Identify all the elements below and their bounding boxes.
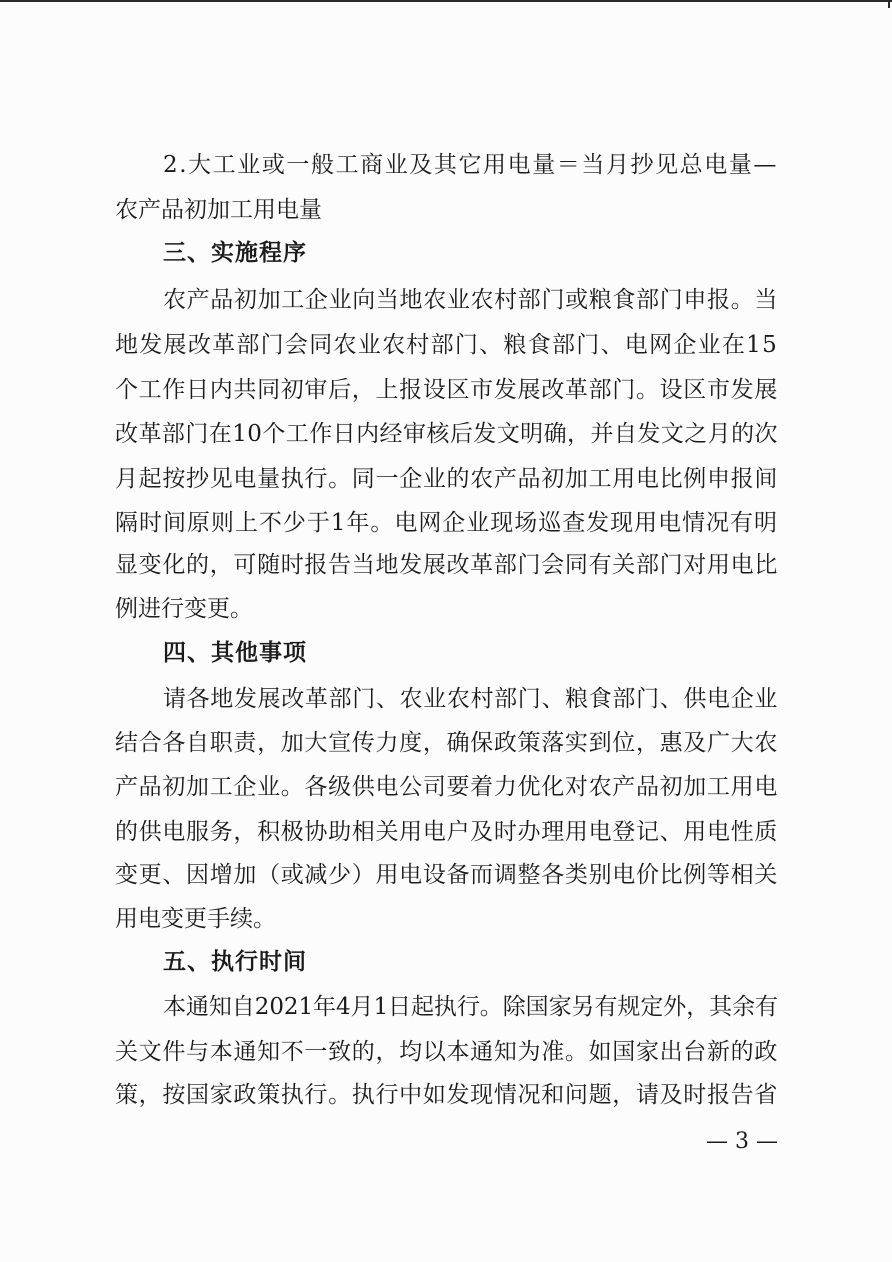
section-heading: 四、其他事项	[163, 640, 307, 666]
body-line: 用电变更手续。	[115, 906, 276, 932]
body-line: 本通知自2021年4月1日起执行。除国家另有规定外，其余有	[163, 994, 778, 1020]
body-line: 策，按国家政策执行。执行中如发现情况和问题，请及时报告省	[115, 1082, 779, 1108]
body-line: 隔时间原则上不少于1年。电网企业现场巡查发现用电情况有明	[115, 510, 778, 536]
body-line: 月起按抄见电量执行。同一企业的农产品初加工用电比例申报间	[115, 466, 779, 492]
body-line: 2.大工业或一般工商业及其它用电量＝当月抄见总电量—	[163, 152, 778, 178]
body-line: 例进行变更。	[115, 596, 253, 622]
body-line: 请各地发展改革部门、农业农村部门、粮食部门、供电企业	[163, 686, 779, 712]
body-line: 的供电服务，积极协助相关用电户及时办理用电登记、用电性质	[115, 819, 779, 845]
body-line: 产品初加工企业。各级供电公司要着力优化对农产品初加工用电	[115, 774, 779, 800]
body-line: 农产品初加工企业向当地农业农村部门或粮食部门申报。当	[163, 287, 779, 313]
section-heading: 五、执行时间	[163, 949, 307, 975]
section-heading: 三、实施程序	[163, 240, 307, 266]
body-line: 变更、因增加（或减少）用电设备而调整各类别电价比例等相关	[115, 862, 779, 888]
page-number: — 3 —	[706, 1129, 778, 1154]
body-line: 地发展改革部门会同农业农村部门、粮食部门、电网企业在15	[115, 332, 778, 358]
body-line: 改革部门在10个工作日内经审核后发文明确，并自发文之月的次	[115, 421, 778, 447]
scan-edge-mark	[888, 2, 890, 8]
body-line: 结合各自职责，加大宣传力度，确保政策落实到位，惠及广大农	[115, 730, 779, 756]
body-line: 个工作日内共同初审后，上报设区市发展改革部门。设区市发展	[115, 377, 779, 403]
body-line: 农产品初加工用电量	[115, 197, 322, 223]
body-line: 关文件与本通知不一致的，均以本通知为准。如国家出台新的政	[115, 1039, 779, 1065]
body-line: 显变化的，可随时报告当地发展改革部门会同有关部门对用电比	[115, 552, 779, 578]
